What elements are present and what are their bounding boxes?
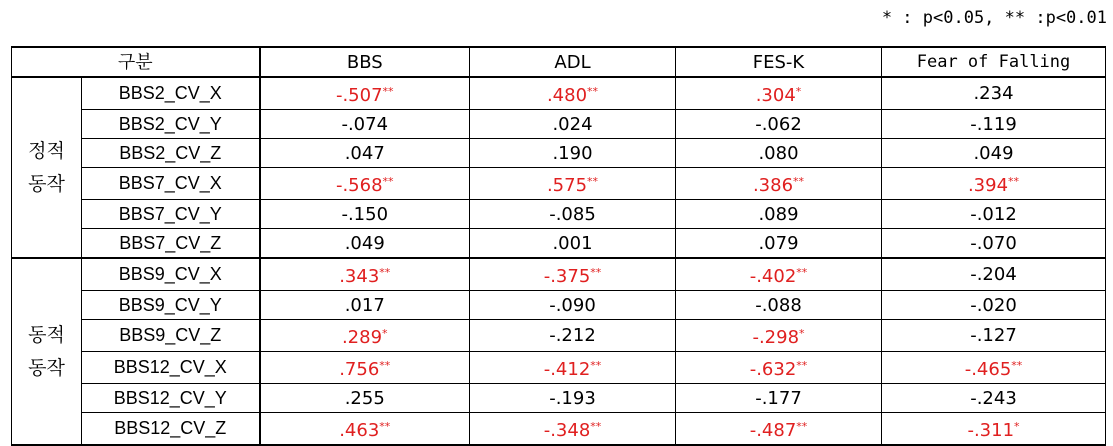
value-cell: [470, 139, 676, 168]
table-row: [12, 200, 1106, 229]
cell-value: -.012: [970, 203, 1017, 225]
value-cell: [882, 413, 1106, 446]
cell-value: -.212: [549, 325, 596, 346]
table-row: [12, 384, 1106, 413]
value-cell: [882, 229, 1106, 259]
significance-marker: **: [382, 85, 394, 98]
header-row: [12, 47, 1106, 77]
significance-marker: **: [796, 359, 808, 372]
cell-value: -.507: [335, 85, 383, 106]
value-cell: [260, 352, 470, 384]
cell-value: -.127: [970, 325, 1017, 346]
significance-marker: **: [587, 85, 599, 98]
cell-value: .304: [755, 85, 796, 106]
value-cell: [882, 258, 1106, 291]
cell-value: -.090: [549, 294, 596, 316]
cell-value: .386: [752, 175, 794, 196]
cell-value: -.150: [341, 203, 389, 225]
header-col-fear-of-falling: Fear of Falling: [882, 47, 1106, 77]
significance-marker: **: [379, 359, 391, 372]
table-row: [12, 139, 1106, 168]
significance-marker: **: [1008, 175, 1020, 188]
value-cell: [470, 291, 676, 320]
cell-value: .001: [552, 232, 593, 254]
value-cell: [882, 110, 1106, 139]
cell-value: -.465: [964, 359, 1012, 380]
value-cell: [470, 229, 676, 259]
significance-note: * : p<0.05, ** :p<0.01: [881, 8, 1107, 28]
row-name: BBS12_CV_Y: [82, 384, 260, 413]
row-name: BBS9_CV_Y: [82, 291, 260, 320]
cell-value: -.119: [970, 113, 1017, 135]
row-name: BBS2_CV_Z: [82, 139, 260, 168]
value-cell: [676, 291, 882, 320]
row-name: BBS9_CV_Z: [82, 320, 260, 352]
cell-value: .024: [552, 113, 593, 135]
value-cell: [676, 413, 882, 446]
value-cell: [676, 352, 882, 384]
table-row: [12, 413, 1106, 446]
value-cell: [882, 168, 1106, 200]
value-cell: [260, 291, 470, 320]
significance-marker: **: [793, 175, 805, 188]
value-cell: [260, 384, 470, 413]
cell-value: -.193: [549, 387, 596, 409]
cell-value: -.062: [755, 113, 802, 135]
value-cell: [882, 200, 1106, 229]
value-cell: [882, 352, 1106, 384]
value-cell: [676, 320, 882, 352]
cell-value: .049: [344, 232, 385, 254]
row-name: BBS12_CV_X: [82, 352, 260, 384]
cell-value: -.568: [335, 175, 383, 196]
significance-marker: **: [379, 266, 391, 279]
table-row: [12, 77, 1106, 110]
value-cell: [676, 258, 882, 291]
header-col-adl: ADL: [470, 47, 676, 77]
value-cell: [470, 320, 676, 352]
cell-value: .017: [344, 294, 385, 316]
table-row: [12, 320, 1106, 352]
value-cell: [882, 77, 1106, 110]
table-row: [12, 291, 1106, 320]
value-cell: [470, 413, 676, 446]
value-cell: [470, 258, 676, 291]
cell-value: .343: [339, 266, 380, 287]
value-cell: [260, 110, 470, 139]
value-cell: [260, 320, 470, 352]
table-row: [12, 110, 1106, 139]
group-label: 동적 동작: [12, 258, 82, 445]
value-cell: [260, 258, 470, 291]
cell-value: .575: [546, 175, 588, 196]
significance-marker: **: [590, 359, 602, 372]
cell-value: .190: [552, 142, 593, 164]
cell-value: -.085: [549, 203, 596, 225]
row-name: BBS2_CV_Y: [82, 110, 260, 139]
cell-value: -.243: [970, 387, 1017, 409]
value-cell: [676, 77, 882, 110]
table-row: [12, 258, 1106, 291]
significance-marker: *: [1014, 420, 1020, 433]
table-row: [12, 352, 1106, 384]
cell-value: -.298: [752, 327, 800, 348]
significance-marker: **: [1011, 359, 1023, 372]
value-cell: [882, 384, 1106, 413]
value-cell: [470, 384, 676, 413]
value-cell: [470, 110, 676, 139]
value-cell: [260, 168, 470, 200]
cell-value: -.402: [749, 266, 797, 287]
significance-marker: **: [590, 266, 602, 279]
table-row: [12, 229, 1106, 259]
value-cell: [676, 110, 882, 139]
significance-marker: *: [799, 327, 805, 340]
cell-value: -.412: [543, 359, 591, 380]
cell-value: .049: [973, 142, 1014, 164]
value-cell: [260, 229, 470, 259]
row-name: BBS7_CV_Z: [82, 229, 260, 259]
value-cell: [470, 200, 676, 229]
significance-marker: **: [796, 420, 808, 433]
header-group: 구분: [12, 47, 260, 77]
value-cell: [470, 352, 676, 384]
significance-marker: *: [382, 327, 388, 340]
cell-value: -.074: [341, 113, 389, 135]
cell-value: -.311: [967, 420, 1015, 441]
cell-value: .756: [339, 359, 380, 380]
table-row: [12, 168, 1106, 200]
cell-value: -.348: [543, 420, 591, 441]
cell-value: .394: [967, 175, 1009, 196]
value-cell: [882, 291, 1106, 320]
cell-value: .255: [344, 387, 385, 409]
correlation-table: [11, 46, 1106, 446]
cell-value: -.375: [543, 266, 591, 287]
value-cell: [676, 384, 882, 413]
row-name: BBS12_CV_Z: [82, 413, 260, 446]
row-name: BBS2_CV_X: [82, 77, 260, 110]
group-label: 정적 동작: [12, 77, 82, 258]
cell-value: .047: [344, 142, 385, 164]
cell-value: -.204: [970, 264, 1017, 285]
significance-marker: **: [796, 266, 808, 279]
value-cell: [882, 139, 1106, 168]
significance-marker: **: [382, 175, 394, 188]
value-cell: [470, 168, 676, 200]
cell-value: -.487: [749, 420, 797, 441]
value-cell: [882, 320, 1106, 352]
cell-value: .089: [758, 203, 799, 225]
header-col-fesk: FES-K: [676, 47, 882, 77]
significance-marker: **: [379, 420, 391, 433]
cell-value: -.177: [755, 387, 802, 409]
value-cell: [260, 413, 470, 446]
row-name: BBS7_CV_X: [82, 168, 260, 200]
cell-value: .480: [546, 85, 588, 106]
significance-marker: **: [587, 175, 599, 188]
table-body: [12, 77, 1106, 445]
significance-marker: **: [590, 420, 602, 433]
cell-value: .234: [973, 83, 1014, 104]
cell-value: .079: [758, 232, 799, 254]
value-cell: [676, 200, 882, 229]
significance-marker: *: [795, 85, 802, 98]
cell-value: -.088: [755, 294, 802, 316]
cell-value: .289: [341, 327, 383, 348]
value-cell: [260, 139, 470, 168]
cell-value: .463: [339, 420, 380, 441]
cell-value: -.020: [970, 294, 1017, 316]
row-name: BBS9_CV_X: [82, 258, 260, 291]
value-cell: [676, 168, 882, 200]
value-cell: [676, 139, 882, 168]
value-cell: [260, 77, 470, 110]
value-cell: [676, 229, 882, 259]
cell-value: -.632: [749, 359, 797, 380]
value-cell: [260, 200, 470, 229]
cell-value: .080: [758, 142, 799, 164]
header-col-bbs: BBS: [260, 47, 470, 77]
value-cell: [470, 77, 676, 110]
cell-value: -.070: [970, 232, 1017, 254]
row-name: BBS7_CV_Y: [82, 200, 260, 229]
